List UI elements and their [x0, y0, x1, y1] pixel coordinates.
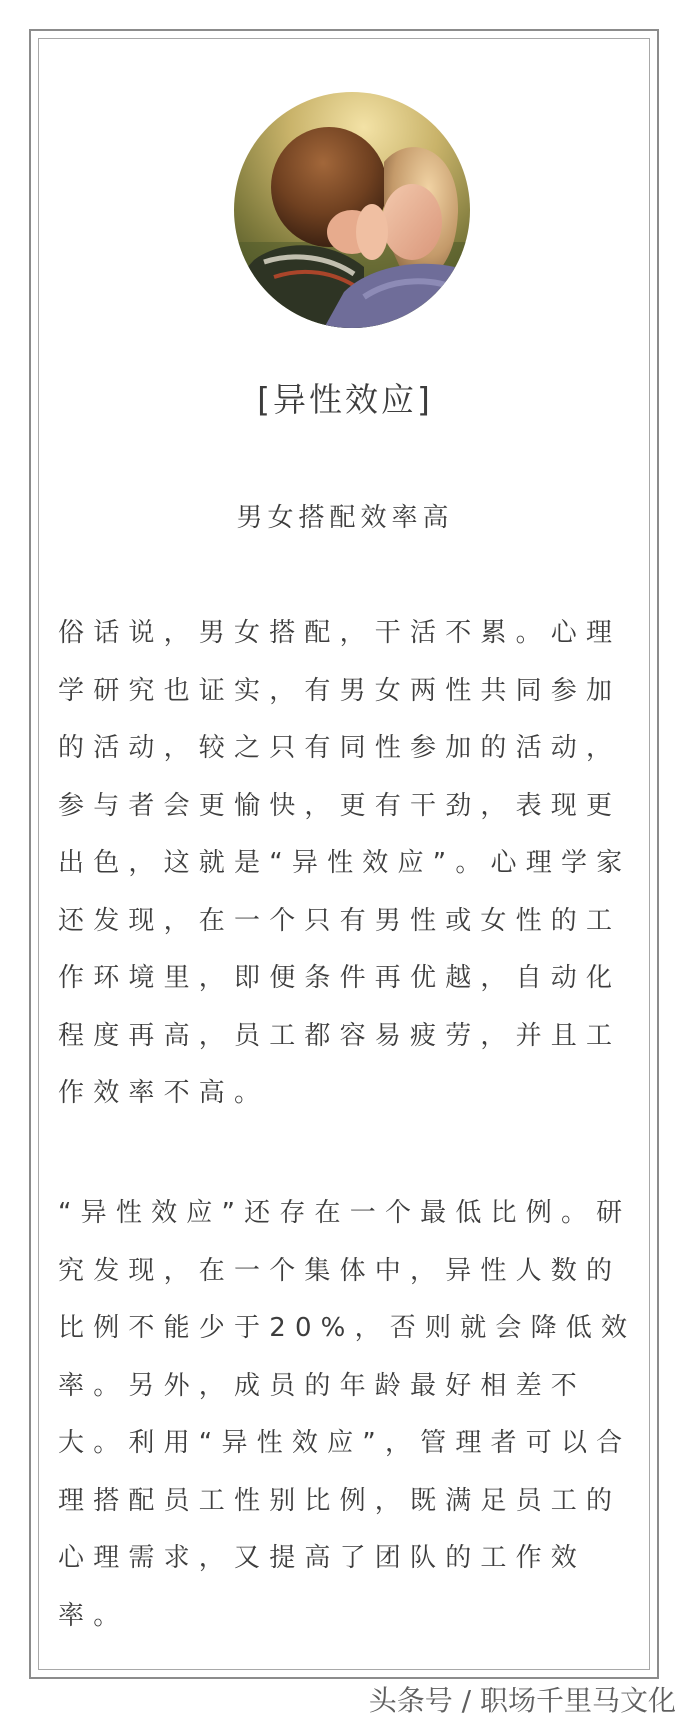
- circular-photo: [234, 92, 470, 328]
- subtitle: 男女搭配效率高: [236, 503, 454, 533]
- section-title: [异性效应]: [257, 380, 433, 419]
- body-paragraph-1: 俗话说，男女搭配，干活不累。心理学研究也证实，有男女两性共同参加的活动，较之只有同性参加的活动，参与者会更愉快，更有干劲，表现更出色，这就是“异性效应”。心理学家还发现，在一个只有男性或女性的工作环境里，即便条件再优越，自动化程度再高，员工都容易疲劳，并且工作效率不高。: [58, 618, 632, 1108]
- body-paragraph-2: “异性效应”还存在一个最低比例。研究发现，在一个集体中，异性人数的比例不能少于20%，否则就会降低效率。另外，成员的年龄最好相差不大。利用“异性效应”，管理者可以合理搭配员工性别比例，既满足员工的心理需求，又提高了团队的工作效率。: [58, 1198, 637, 1631]
- watermark-text: 头条号 / 职场千里马文化: [368, 1684, 676, 1717]
